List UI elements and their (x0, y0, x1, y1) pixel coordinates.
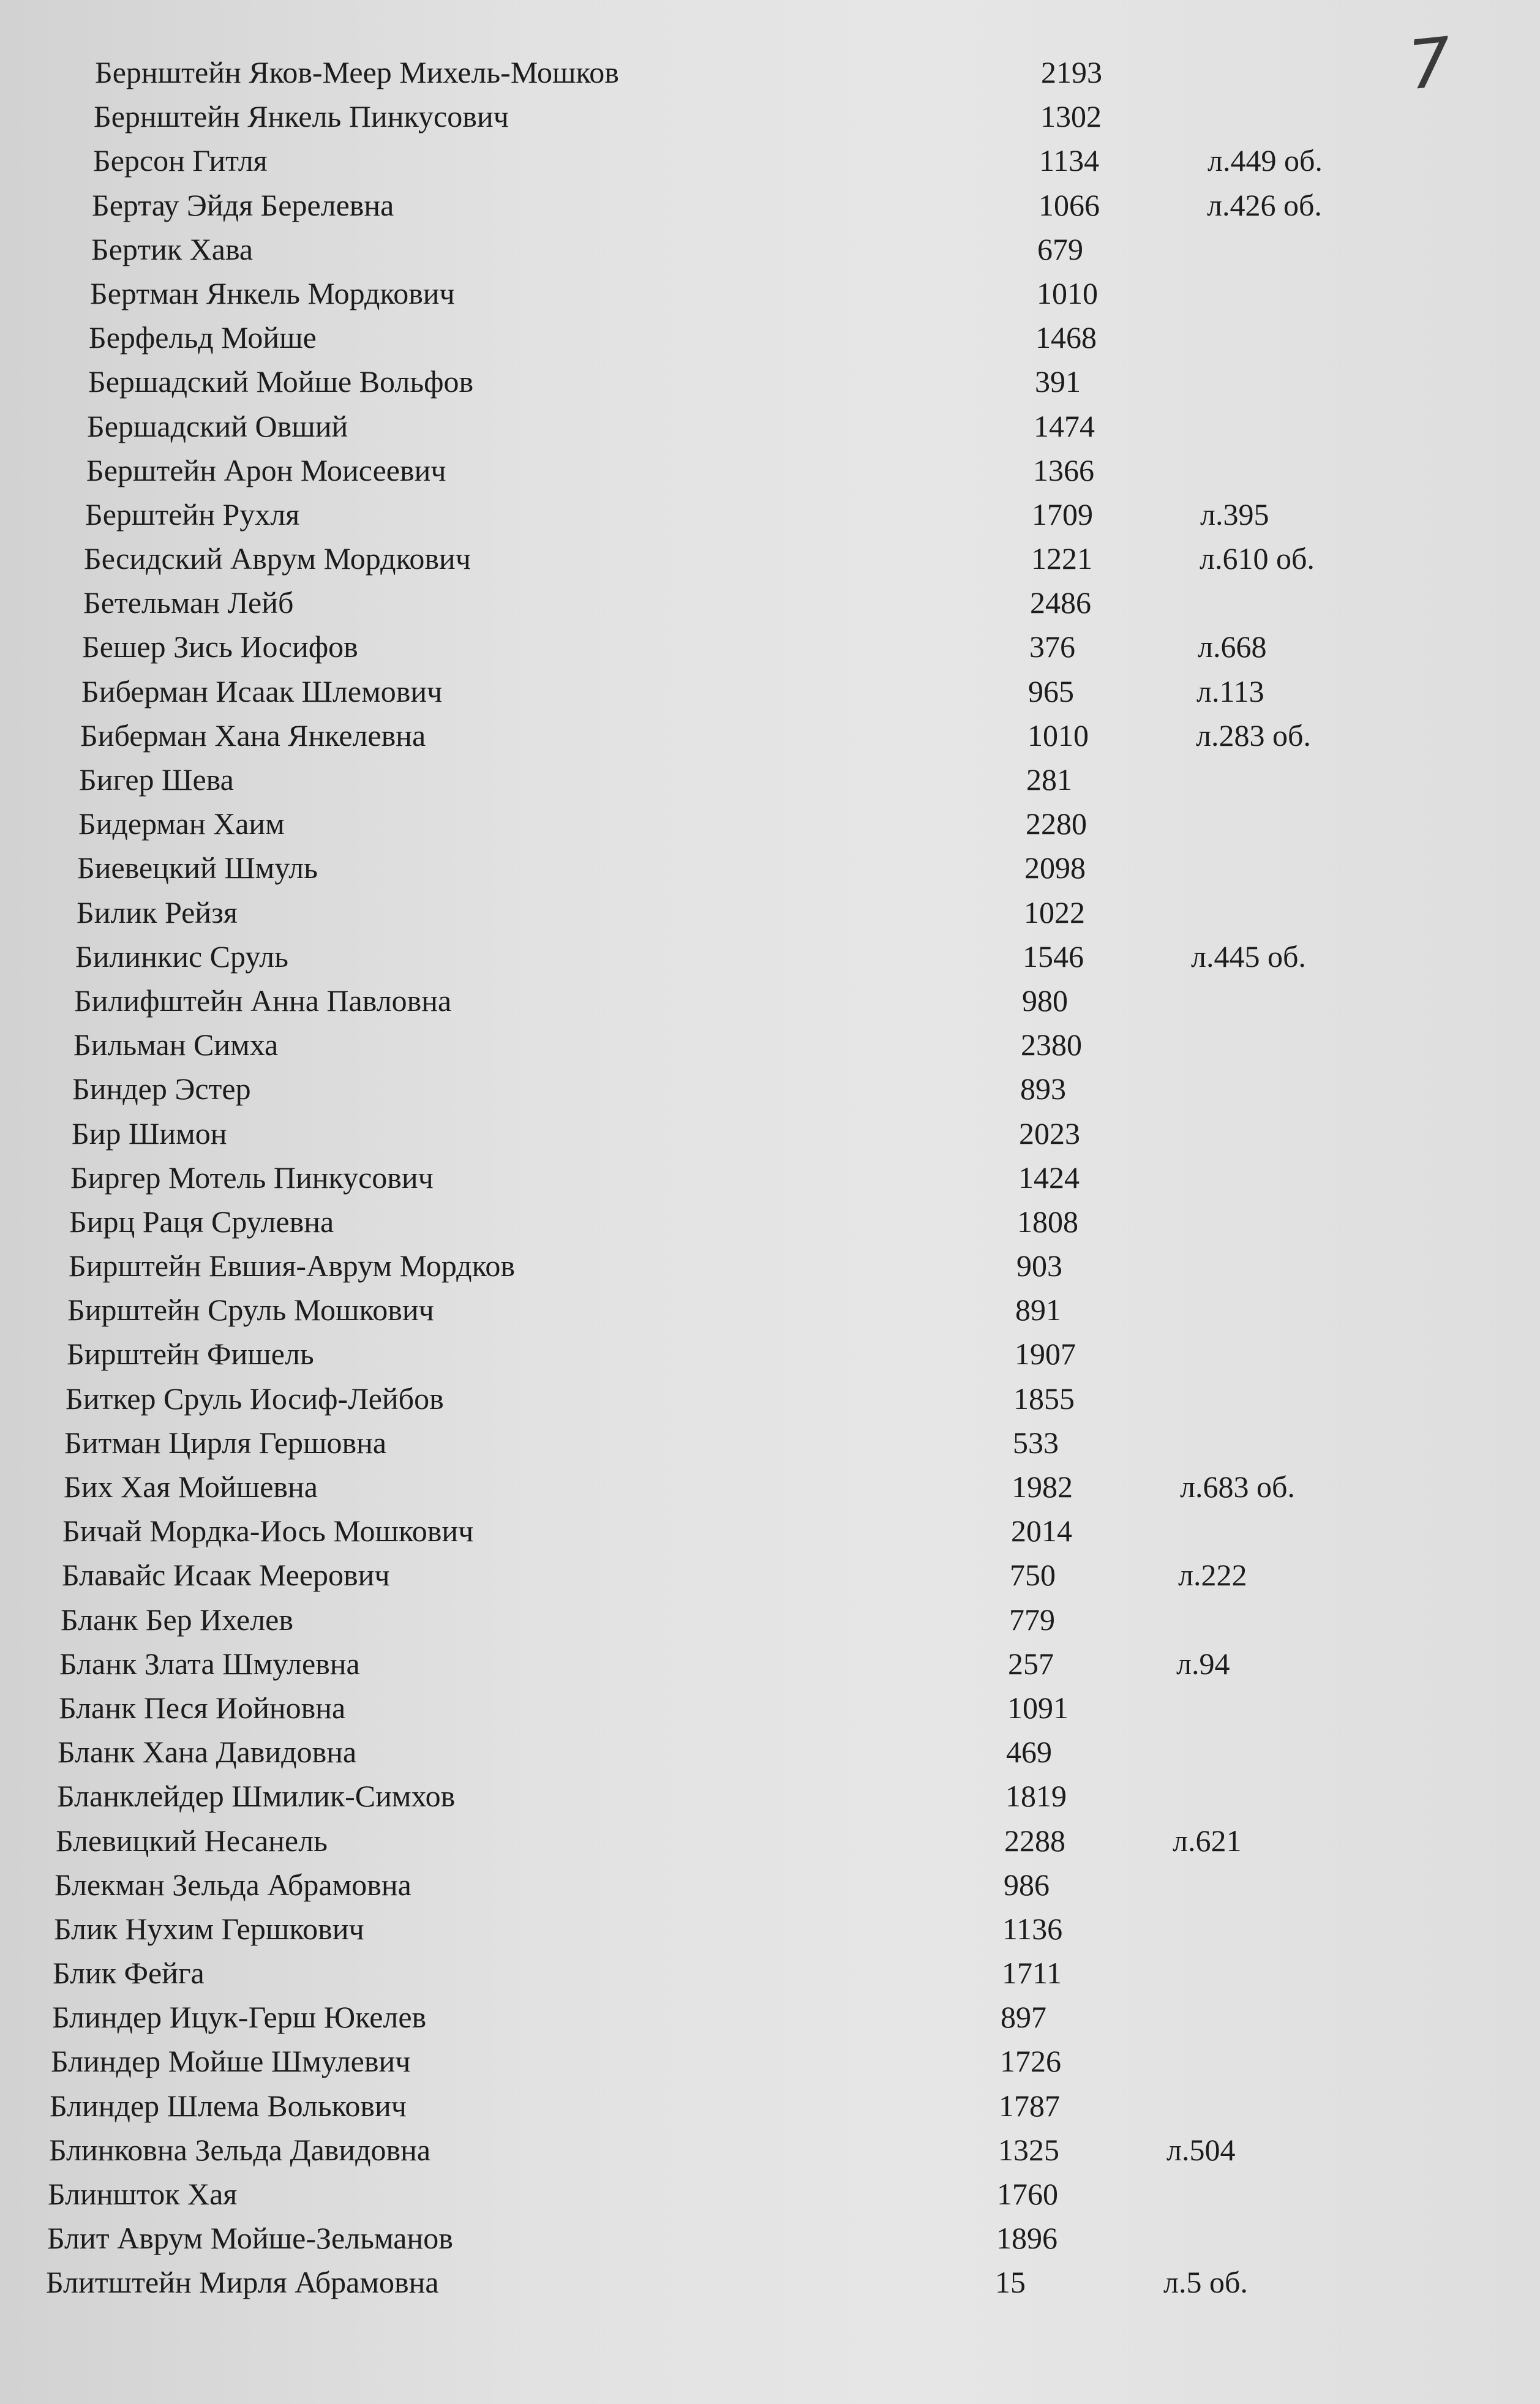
entry-sheet-ref: л.395 (1200, 497, 1269, 532)
list-item (0, 271, 1540, 315)
entry-name: Блит Аврум Мойше-Зельманов (47, 2221, 453, 2256)
entry-sheet-ref: л.222 (1178, 1558, 1247, 1593)
entry-name: Биевецкий Шмуль (77, 851, 318, 885)
entry-name: Билифштейн Анна Павловна (74, 983, 452, 1018)
entry-name: Блиншток Хая (48, 2177, 238, 2211)
entry-number: 1366 (1033, 453, 1094, 487)
entry-sheet-ref: л.5 об. (1163, 2265, 1248, 2300)
entry-name: Бир Шимон (72, 1116, 227, 1151)
entry-number: 1134 (1039, 143, 1100, 178)
list-item (0, 934, 1540, 979)
list-item (0, 979, 1540, 1023)
entry-name: Биргер Мотель Пинкусович (70, 1160, 434, 1195)
list-item (0, 1288, 1540, 1332)
entry-name: Бершадский Овший (87, 408, 348, 443)
entry-name: Бланк Злата Шмулевна (59, 1646, 360, 1681)
list-item (0, 1730, 1540, 1774)
entry-number: 903 (1016, 1249, 1062, 1283)
entry-number: 1221 (1031, 541, 1092, 576)
entry-number: 2193 (1041, 55, 1102, 89)
list-item (0, 492, 1540, 536)
entry-number: 679 (1037, 231, 1083, 266)
list-item (0, 50, 1540, 94)
entry-number: 391 (1035, 364, 1081, 399)
list-item (0, 227, 1540, 271)
entry-number: 1896 (996, 2221, 1057, 2256)
entry-name: Бетельман Лейб (83, 585, 294, 620)
entry-name: Бернштейн Янкель Пинкусович (94, 99, 509, 134)
entry-number: 1474 (1034, 408, 1095, 443)
entry-number: 1787 (999, 2088, 1060, 2123)
entry-number: 1709 (1032, 497, 1093, 532)
entry-number: 1325 (998, 2132, 1059, 2167)
list-item (0, 1067, 1540, 1111)
entry-number: 469 (1006, 1735, 1052, 1770)
entry-sheet-ref: л.621 (1173, 1823, 1242, 1858)
entry-number: 891 (1015, 1293, 1061, 1328)
entry-number: 1302 (1040, 99, 1102, 134)
list-item (0, 1155, 1540, 1200)
entry-number: 1546 (1023, 939, 1084, 974)
entry-name: Бертау Эйдя Берелевна (92, 187, 394, 222)
entry-number: 376 (1029, 629, 1075, 664)
list-item (0, 448, 1540, 492)
entry-name: Бирц Раця Срулевна (69, 1204, 334, 1239)
entry-name: Бланк Хана Давидовна (58, 1735, 357, 1770)
entry-number: 1468 (1035, 320, 1097, 355)
list-item (0, 2084, 1540, 2128)
entry-name: Бершадский Мойше Вольфов (88, 364, 474, 399)
entry-number: 1808 (1017, 1204, 1078, 1239)
entry-number: 1711 (1002, 1956, 1062, 1991)
list-item (0, 404, 1540, 448)
entry-name: Блинковна Зельда Давидовна (49, 2132, 431, 2167)
list-item (0, 1642, 1540, 1686)
list-item (0, 1863, 1540, 1907)
entry-sheet-ref: л.113 (1196, 674, 1264, 708)
list-item (0, 1774, 1540, 1818)
entry-name: Берфельд Мойше (89, 320, 317, 355)
entry-number: 1982 (1012, 1470, 1073, 1504)
entry-sheet-ref: л.94 (1176, 1646, 1230, 1681)
entry-name: Блавайс Исаак Меерович (62, 1558, 390, 1593)
page-number: 7 (1404, 22, 1455, 105)
entry-sheet-ref: л.683 об. (1180, 1470, 1295, 1504)
entry-name: Бигер Шева (79, 762, 234, 797)
list-item (0, 1111, 1540, 1155)
entry-name: Бертик Хава (91, 231, 254, 266)
entry-number: 2098 (1024, 851, 1086, 885)
entry-number: 1907 (1015, 1337, 1076, 1372)
entry-name: Берштейн Рухля (85, 497, 300, 532)
list-item (0, 2260, 1540, 2304)
entry-sheet-ref: л.610 об. (1200, 541, 1315, 576)
list-item (0, 2128, 1540, 2172)
list-item (0, 669, 1540, 713)
entry-number: 1091 (1007, 1690, 1069, 1725)
list-item (0, 846, 1540, 890)
list-item (0, 1598, 1540, 1642)
entry-name: Бидерман Хаим (78, 806, 285, 841)
entry-number: 2023 (1019, 1116, 1080, 1151)
entry-number: 1022 (1024, 895, 1085, 930)
list-item (0, 2216, 1540, 2260)
entry-name: Биберман Хана Янкелевна (80, 718, 426, 753)
list-item (0, 1332, 1540, 1376)
entry-number: 1819 (1005, 1779, 1067, 1814)
entry-number: 893 (1020, 1072, 1066, 1106)
list-item (0, 1509, 1540, 1553)
entry-name: Бешер Зись Иосифов (82, 629, 358, 664)
list-item (0, 1200, 1540, 1244)
entry-number: 986 (1004, 1867, 1050, 1902)
entry-number: 1010 (1037, 276, 1098, 310)
list-item (0, 94, 1540, 138)
list-item (0, 1819, 1540, 1863)
entry-name: Блиндер Мойше Шмулевич (51, 2044, 411, 2079)
entry-name: Биберман Исаак Шлемович (81, 674, 443, 708)
entry-number: 2486 (1030, 585, 1091, 620)
entry-name: Блиндер Ицук-Герш Юкелев (52, 2000, 427, 2035)
list-item (0, 1377, 1540, 1421)
entry-sheet-ref: л.668 (1198, 629, 1267, 664)
entry-number: 1010 (1027, 718, 1089, 753)
list-item (0, 1244, 1540, 1288)
list-item (0, 1023, 1540, 1067)
entry-name: Блиндер Шлема Волькович (50, 2088, 407, 2123)
entry-name: Берштейн Арон Моисеевич (86, 453, 446, 487)
entry-sheet-ref: л.426 об. (1207, 187, 1322, 222)
list-item (0, 183, 1540, 227)
list-item (0, 1995, 1540, 2039)
entry-sheet-ref: л.449 об. (1208, 143, 1323, 178)
entry-name: Биндер Эстер (72, 1072, 251, 1106)
entry-number: 897 (1001, 2000, 1046, 2035)
entry-number: 281 (1026, 762, 1072, 797)
entry-number: 533 (1013, 1425, 1059, 1460)
entry-name: Бих Хая Мойшевна (64, 1470, 318, 1504)
entry-name: Бирштейн Фишель (67, 1337, 314, 1372)
list-item (0, 757, 1540, 802)
entry-number: 2288 (1004, 1823, 1065, 1858)
entry-name: Биткер Сруль Иосиф-Лейбов (66, 1381, 444, 1416)
entry-number: 1855 (1013, 1381, 1075, 1416)
list-item (0, 580, 1540, 625)
entry-name: Блевицкий Несанель (56, 1823, 328, 1858)
entry-sheet-ref: л.445 об. (1191, 939, 1306, 974)
entry-name: Бесидский Аврум Мордкович (84, 541, 471, 576)
entry-number: 965 (1028, 674, 1074, 708)
entry-number: 1726 (1000, 2044, 1061, 2079)
list-item (0, 1553, 1540, 1597)
entry-number: 1066 (1039, 187, 1100, 222)
list-item (0, 2172, 1540, 2216)
entry-number: 2280 (1026, 806, 1087, 841)
entry-name: Блик Нухим Гершкович (54, 1911, 364, 1946)
entry-name: Бланклейдер Шмилик-Симхов (57, 1779, 456, 1814)
entry-name: Билинкис Сруль (75, 939, 288, 974)
entry-number: 750 (1010, 1558, 1056, 1593)
entry-number: 1136 (1002, 1911, 1063, 1946)
entry-name: Бильман Симха (73, 1027, 279, 1062)
list-item (0, 1686, 1540, 1730)
entry-name: Блекман Зельда Абрамовна (54, 1867, 411, 1902)
list-item (0, 713, 1540, 757)
list-item (0, 890, 1540, 934)
list-item (0, 1951, 1540, 1995)
entry-number: 980 (1022, 983, 1068, 1018)
entry-number: 2380 (1021, 1027, 1082, 1062)
list-item (0, 138, 1540, 182)
entry-name: Бирштейн Евшия-Аврум Мордков (69, 1249, 515, 1283)
entry-name: Бичай Мордка-Иось Мошкович (62, 1514, 474, 1549)
entry-number: 779 (1009, 1602, 1055, 1637)
list-item (0, 625, 1540, 669)
entry-name: Бланк Бер Ихелев (61, 1602, 293, 1637)
entry-sheet-ref: л.283 об. (1196, 718, 1311, 753)
entry-sheet-ref: л.504 (1166, 2132, 1236, 2167)
entry-list (0, 50, 1540, 2305)
entry-number: 2014 (1011, 1514, 1072, 1549)
entry-number: 1424 (1018, 1160, 1080, 1195)
entry-name: Бирштейн Сруль Мошкович (67, 1293, 434, 1328)
list-item (0, 802, 1540, 846)
entry-name: Бланк Песя Иойновна (59, 1690, 346, 1725)
list-item (0, 1907, 1540, 1951)
entry-name: Блик Фейга (53, 1956, 205, 1991)
list-item (0, 1465, 1540, 1509)
entry-number: 1760 (997, 2177, 1058, 2211)
entry-name: Бертман Янкель Мордкович (90, 276, 455, 310)
entry-number: 15 (995, 2265, 1026, 2300)
entry-name: Блитштейн Мирля Абрамовна (46, 2265, 439, 2300)
list-item (0, 315, 1540, 359)
entry-name: Бернштейн Яков-Меер Михель-Мошков (95, 55, 619, 89)
list-item (0, 2039, 1540, 2083)
list-item (0, 1421, 1540, 1465)
list-item (0, 536, 1540, 580)
entry-name: Билик Рейзя (77, 895, 238, 930)
list-item (0, 359, 1540, 404)
entry-number: 257 (1008, 1646, 1054, 1681)
entry-name: Битман Цирля Гершовна (64, 1425, 387, 1460)
entry-name: Берсон Гитля (93, 143, 268, 178)
